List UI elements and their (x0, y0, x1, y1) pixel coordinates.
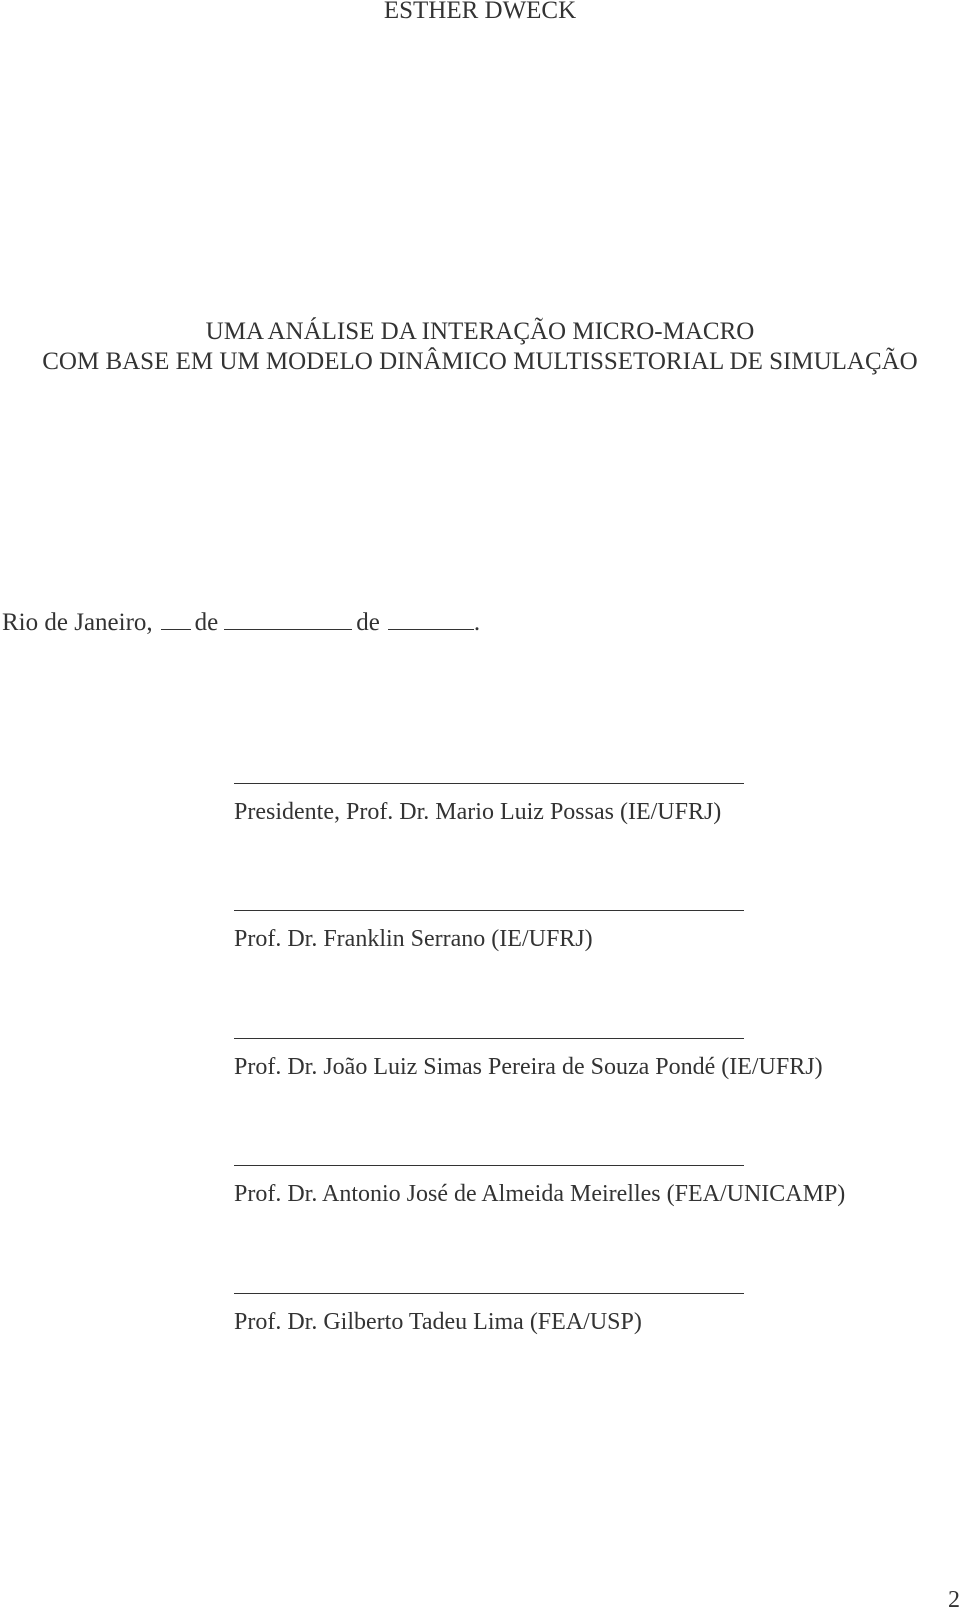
thesis-title (0, 317, 960, 377)
examiner-name: Prof. Dr. Antonio José de Almeida Meirelles (FEA/UNICAMP) (234, 1181, 846, 1207)
examiner-name: Prof. Dr. João Luiz Simas Pereira de Souza Pondé (IE/UFRJ) (234, 1054, 823, 1080)
title-line-2: COM BASE EM UM MODELO DINÂMICO MULTISSETORIAL DE SIMULAÇÃO (42, 348, 918, 375)
signature-block (234, 1293, 954, 1336)
signature-line (234, 783, 744, 784)
signature-block (234, 1038, 954, 1081)
examiner-name: Prof. Dr. Franklin Serrano (IE/UFRJ) (234, 926, 593, 952)
date-de-2: de (356, 609, 380, 636)
examiner-name: Presidente, Prof. Dr. Mario Luiz Possas (IE/UFRJ) (234, 799, 722, 825)
year-blank (388, 607, 474, 630)
signature-line (234, 1165, 744, 1166)
page-number: 2 (948, 1587, 960, 1613)
month-blank (224, 607, 352, 630)
signature-line (234, 1038, 744, 1039)
author-name: ESTHER DWECK (383, 0, 577, 24)
signature-block (234, 783, 954, 826)
signature-block (234, 1165, 954, 1208)
date-de-1: de (194, 609, 219, 636)
examiner-name: Prof. Dr. Gilberto Tadeu Lima (FEA/USP) (234, 1309, 642, 1335)
signature-line (234, 910, 744, 911)
day-blank (161, 607, 191, 630)
date-city: Rio de Janeiro, (2, 609, 153, 636)
date-line (2, 607, 480, 638)
signature-line (234, 1293, 744, 1294)
date-end: . (473, 609, 481, 636)
title-line-1: UMA ANÁLISE DA INTERAÇÃO MICRO-MACRO (205, 318, 755, 345)
signature-block (234, 910, 954, 953)
